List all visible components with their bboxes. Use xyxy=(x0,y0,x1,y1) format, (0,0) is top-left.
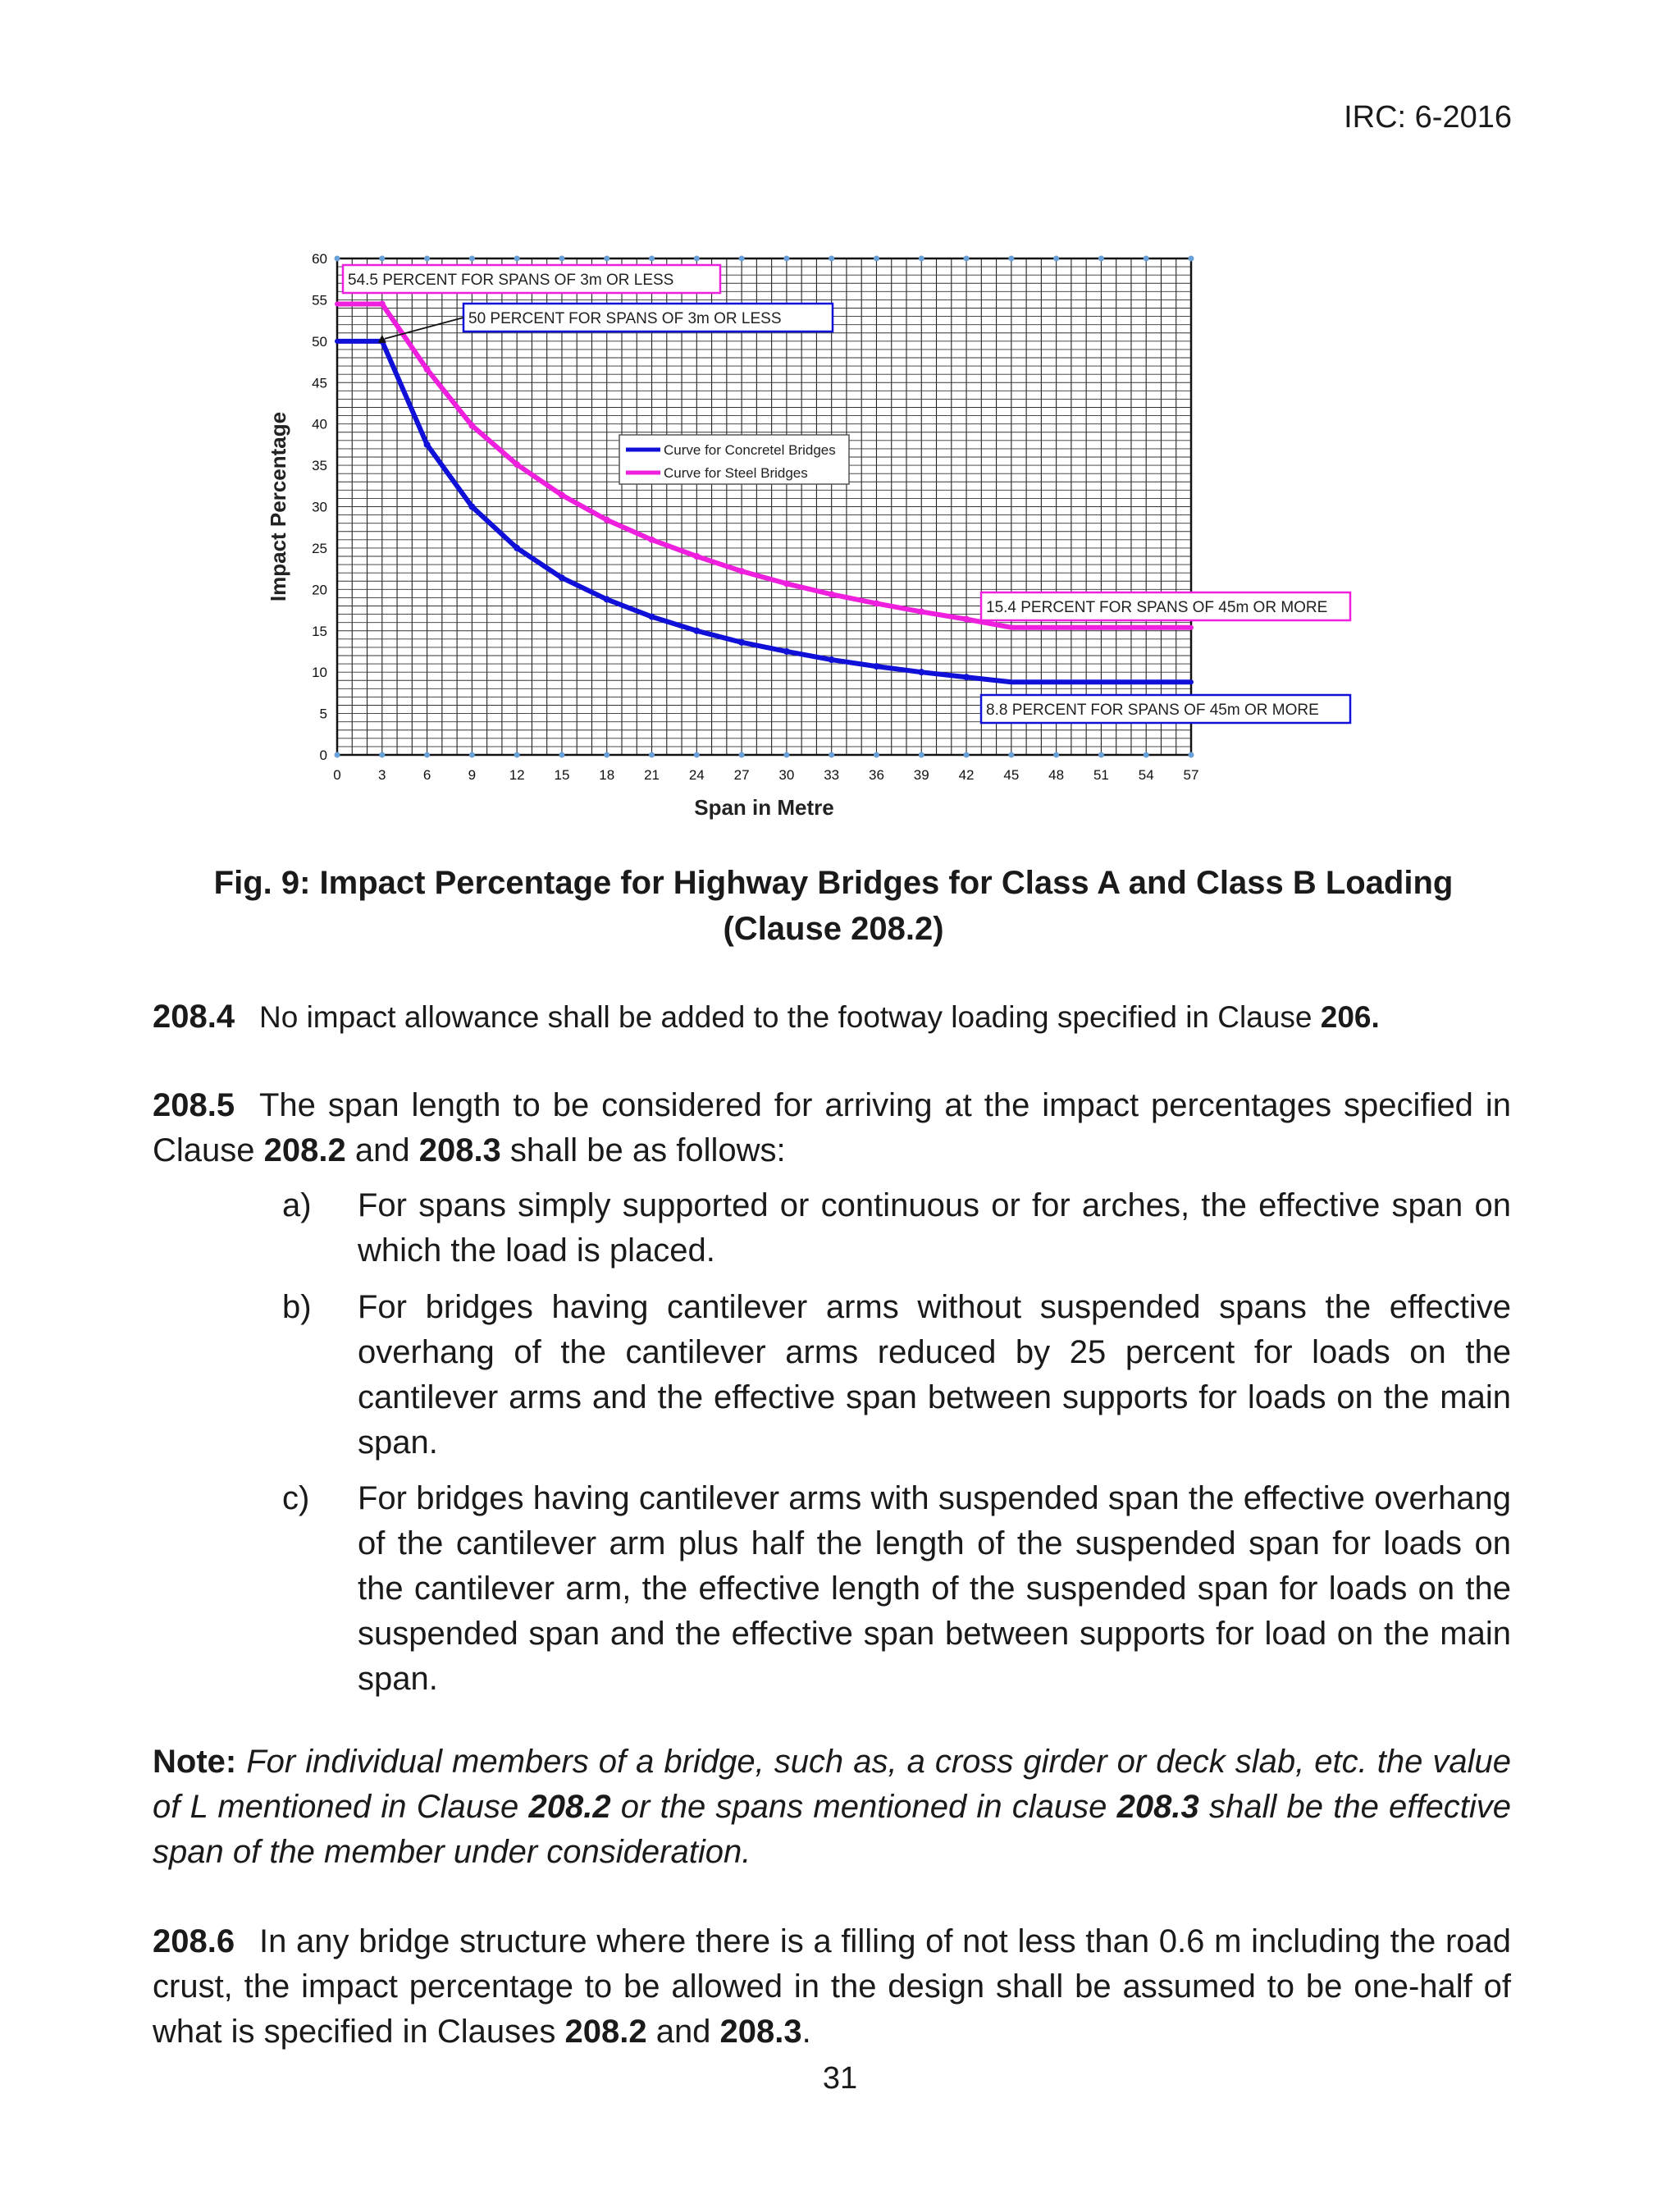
x-tick-label: 9 xyxy=(468,767,477,783)
x-tick-marker xyxy=(1008,752,1014,758)
x-tick-marker xyxy=(829,752,834,758)
data-point xyxy=(783,580,790,587)
list-item-text: For bridges having cantilever arms without suspended spans the effective overhang of the cantilever arms reduced by 25 percent for loads on the cantilever arms and the effective span between supports for loads on the main span. xyxy=(358,1289,1511,1461)
data-point xyxy=(738,568,745,574)
list-item xyxy=(282,1476,1511,1702)
data-point xyxy=(963,616,970,623)
note-text: For individual members of a bridge, such as, a cross girder or deck slab, etc. the value of L mentioned in Clause xyxy=(153,1744,1511,1825)
top-tick-marker xyxy=(1189,256,1194,262)
x-tick-label: 51 xyxy=(1093,767,1109,783)
caption-line-2: (Clause 208.2) xyxy=(723,911,944,947)
x-tick-label: 18 xyxy=(599,767,615,783)
data-point xyxy=(829,656,835,663)
data-point xyxy=(379,300,386,307)
clause-ref: 208.2 xyxy=(564,2014,647,2050)
note-ref: 208.2 xyxy=(528,1789,611,1825)
legend-label: Curve for Concretel Bridges xyxy=(664,442,836,458)
x-tick-label: 45 xyxy=(1003,767,1020,783)
x-tick-label: 27 xyxy=(733,767,750,783)
clause-ref: 206. xyxy=(1320,1000,1380,1034)
y-tick-label: 20 xyxy=(312,582,327,598)
data-point xyxy=(873,600,879,606)
top-tick-marker xyxy=(424,256,430,262)
x-tick-marker xyxy=(379,752,385,758)
x-tick-label: 15 xyxy=(554,767,570,783)
top-tick-marker xyxy=(514,256,520,262)
top-tick-marker xyxy=(379,256,385,262)
data-point xyxy=(693,628,700,634)
clause-ref: 208.3 xyxy=(418,1132,501,1168)
clause-number: 208.4 xyxy=(153,999,235,1035)
x-tick-marker xyxy=(335,752,340,758)
top-tick-marker xyxy=(739,256,745,262)
legend-label: Curve for Steel Bridges xyxy=(664,465,808,481)
x-tick-marker xyxy=(469,752,475,758)
x-tick-label: 6 xyxy=(422,767,431,783)
top-tick-marker xyxy=(874,256,879,262)
top-tick-marker xyxy=(964,256,970,262)
list-marker: b) xyxy=(282,1289,312,1325)
x-tick-label: 24 xyxy=(688,767,705,783)
clause-208-5 xyxy=(153,1083,1511,1173)
note-text: shall be the effective span of the member under consideration. xyxy=(153,1789,1512,1870)
x-tick-label: 3 xyxy=(378,767,386,783)
data-point xyxy=(738,639,745,646)
clause-text: and xyxy=(646,2014,720,2050)
data-point xyxy=(873,663,879,670)
list-marker: a) xyxy=(282,1187,312,1223)
x-tick-label: 12 xyxy=(509,767,525,783)
x-axis-title: Span in Metre xyxy=(694,795,834,820)
list-item xyxy=(282,1183,1511,1273)
y-tick-label: 40 xyxy=(312,416,327,432)
clause-ref: 208.2 xyxy=(263,1132,346,1168)
note-label: Note xyxy=(153,1744,226,1780)
annotation-label: 15.4 PERCENT FOR SPANS OF 45m OR MORE xyxy=(986,599,1328,616)
data-point xyxy=(693,553,700,560)
clause-number: 208.6 xyxy=(153,1923,235,1959)
top-tick-marker xyxy=(1098,256,1104,262)
data-point xyxy=(783,648,790,655)
clause-text: In any bridge structure where there is a filling of not less than 0.6 m including the road crust, the impact percentage to be allowed in the design shall be assumed to be one-half of what is specified in Clauses xyxy=(153,1923,1511,2050)
y-tick-label: 25 xyxy=(312,540,327,556)
x-tick-label: 39 xyxy=(913,767,929,783)
x-tick-marker xyxy=(424,752,430,758)
data-point xyxy=(514,545,520,551)
x-tick-marker xyxy=(919,752,924,758)
impact-percentage-chart xyxy=(262,238,1378,845)
y-tick-label: 30 xyxy=(312,499,327,515)
y-tick-label: 0 xyxy=(319,748,327,763)
y-tick-label: 50 xyxy=(312,333,327,350)
y-tick-label: 55 xyxy=(312,292,327,309)
list-item xyxy=(282,1285,1511,1465)
data-point xyxy=(559,491,565,498)
annotation-label: 54.5 PERCENT FOR SPANS OF 3m OR LESS xyxy=(348,272,674,289)
top-tick-marker xyxy=(604,256,609,262)
x-tick-marker xyxy=(1144,752,1149,758)
top-tick-marker xyxy=(649,256,655,262)
x-tick-marker xyxy=(604,752,609,758)
clause-text: and xyxy=(345,1132,419,1168)
x-tick-marker xyxy=(739,752,745,758)
top-tick-marker xyxy=(1008,256,1014,262)
data-point xyxy=(468,504,475,510)
top-tick-marker xyxy=(335,256,340,262)
data-point xyxy=(918,669,924,675)
x-tick-label: 21 xyxy=(644,767,660,783)
top-tick-marker xyxy=(783,256,789,262)
x-tick-label: 42 xyxy=(958,767,975,783)
x-tick-marker xyxy=(514,752,520,758)
top-tick-marker xyxy=(1053,256,1059,262)
x-tick-label: 48 xyxy=(1048,767,1065,783)
clause-text: . xyxy=(801,2014,811,2050)
list-item-text: For bridges having cantilever arms with suspended span the effective overhang of the cantilever arm plus half the length of the suspended span for loads on the cantilever arm, the effective length of the suspended span for loads on the suspended span and the effective span between supports for load on the main span. xyxy=(358,1480,1511,1697)
x-tick-label: 54 xyxy=(1138,767,1154,783)
top-tick-marker xyxy=(1144,256,1149,262)
annotation-label: 8.8 PERCENT FOR SPANS OF 45m OR MORE xyxy=(986,702,1319,719)
data-point xyxy=(918,609,924,615)
data-point xyxy=(649,614,655,620)
data-point xyxy=(424,441,431,448)
clause-ref: 208.3 xyxy=(719,2014,802,2050)
x-tick-marker xyxy=(559,752,564,758)
annotation-label: 50 PERCENT FOR SPANS OF 3m OR LESS xyxy=(468,310,782,327)
clause-208-4 xyxy=(153,994,1511,1040)
data-point xyxy=(468,423,475,429)
note-text: or the spans mentioned in clause xyxy=(610,1789,1117,1825)
x-tick-label: 57 xyxy=(1183,767,1199,783)
note-colon: : xyxy=(225,1744,237,1780)
page-number: 31 xyxy=(822,2061,858,2096)
data-point xyxy=(963,674,970,680)
x-tick-label: 33 xyxy=(824,767,840,783)
y-axis-title: Impact Percentage xyxy=(266,411,290,602)
clause-text: The span length to be considered for arriving at the impact percentages specified in Clause xyxy=(153,1087,1511,1168)
x-tick-marker xyxy=(964,752,970,758)
data-point xyxy=(829,591,835,597)
figure-caption xyxy=(153,860,1514,952)
x-tick-label: 0 xyxy=(333,767,341,783)
note-ref: 208.3 xyxy=(1116,1789,1199,1825)
caption-line-1: Fig. 9: Impact Percentage for Highway Bridges for Class A and Class B Loading xyxy=(213,865,1454,901)
data-point xyxy=(514,461,520,468)
x-tick-marker xyxy=(874,752,879,758)
top-tick-marker xyxy=(694,256,700,262)
list-item-text: For spans simply supported or continuous or for arches, the effective span on which the load is placed. xyxy=(358,1187,1511,1269)
clause-number: 208.5 xyxy=(153,1087,235,1123)
list-marker: c) xyxy=(282,1480,310,1516)
data-point xyxy=(604,596,610,602)
note-paragraph xyxy=(153,1740,1511,1875)
data-point xyxy=(604,517,610,523)
x-tick-marker xyxy=(783,752,789,758)
x-tick-marker xyxy=(649,752,655,758)
x-tick-marker xyxy=(694,752,700,758)
top-tick-marker xyxy=(829,256,834,262)
x-tick-label: 36 xyxy=(869,767,884,783)
x-tick-marker xyxy=(1098,752,1104,758)
top-tick-marker xyxy=(919,256,924,262)
clause-text: No impact allowance shall be added to the footway loading specified in Clause xyxy=(259,1000,1321,1034)
y-tick-label: 5 xyxy=(319,706,327,722)
y-tick-label: 10 xyxy=(312,665,327,681)
data-point xyxy=(649,537,655,543)
top-tick-marker xyxy=(469,256,475,262)
clause-208-6 xyxy=(153,1919,1511,2055)
x-tick-marker xyxy=(1189,752,1194,758)
y-tick-label: 60 xyxy=(312,251,327,267)
document-code: IRC: 6-2016 xyxy=(1344,100,1512,135)
y-tick-label: 35 xyxy=(312,458,327,474)
y-tick-label: 45 xyxy=(312,375,327,391)
top-tick-marker xyxy=(559,256,564,262)
y-tick-label: 15 xyxy=(312,623,327,639)
x-tick-label: 30 xyxy=(778,767,795,783)
x-tick-marker xyxy=(1053,752,1059,758)
data-point xyxy=(424,366,431,373)
clause-text: shall be as follows: xyxy=(500,1132,786,1168)
data-point xyxy=(559,574,565,581)
